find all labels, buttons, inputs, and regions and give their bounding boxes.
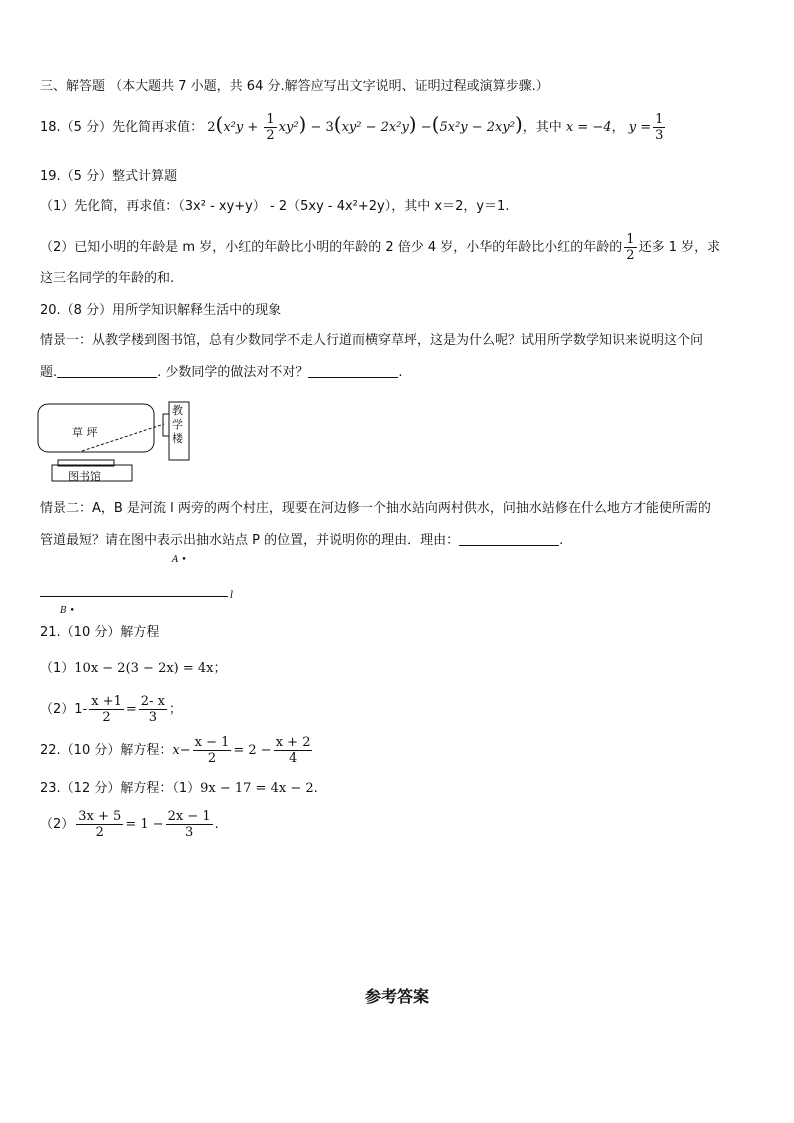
- q18-last: 5x²y − 2xy²: [439, 120, 515, 135]
- q19-part1: （1）先化简，再求值：（3x² - xy+y） - 2（5xy - 4x²+2y），其中 x＝2，y＝1.: [40, 199, 510, 214]
- q23-part2: （2） $\frac{3x + 5}{2}$ = 1 − $\frac{2x - 1}{3}$ .: [40, 809, 219, 840]
- q18-term1: x²y +: [223, 120, 263, 135]
- q18-minus: −: [420, 120, 432, 135]
- q18-half: $\frac{1}{2}$: [266, 112, 275, 143]
- q18-paren-close: ): [298, 112, 307, 136]
- q18-minus3: − 3: [310, 120, 334, 135]
- lawn-label: 草 坪: [72, 426, 98, 439]
- q21-part1: （1）10x − 2(3 − 2x) = 4x；: [40, 661, 227, 676]
- q18-xval: x = −4: [565, 120, 612, 135]
- section-heading: 三、解答题 （本大题共 7 小题，共 64 分.解答应写出文字说明、证明过程或演算步骤.）: [40, 79, 549, 94]
- answer-blank-1[interactable]: [57, 377, 157, 378]
- q22-frac1: $\frac{x - 1}{2}$: [194, 735, 230, 766]
- question-18: 18.（5 分）先化简再求值： 2(x²y + $\frac{1}{2}$ xy²) − 3(xy² − 2x²y) −(5x²y − 2xy²)，其中 x = −4， y = $\frac{1}{3}$: [40, 112, 664, 143]
- building-label: 教学楼: [172, 404, 183, 445]
- q19-part2-cont: 这三名同学的年龄的和.: [40, 271, 175, 286]
- q20-scene2-cont: 管道最短？请在图中表示出抽水站点 P 的位置，并说明你的理由．理由： .: [40, 533, 564, 548]
- q21-part2: （2）1- $\frac{x +1}{2}$ = $\frac{2- x}{3}$ ；: [40, 694, 182, 725]
- question-22: 22.（10 分）解方程：x− $\frac{x - 1}{2}$ = 2 − $\frac{x + 2}{4}$: [40, 735, 311, 766]
- q18-where: ，其中: [522, 120, 562, 135]
- question-23: 23.（12 分）解方程：（1）9x − 17 = 4x − 2.: [40, 781, 318, 796]
- question-19-label: 19.（5 分）整式计算题: [40, 169, 178, 184]
- answer-blank-3[interactable]: [459, 545, 559, 546]
- village-b-point: B •: [60, 606, 75, 616]
- q19-part2: （2）已知小明的年龄是 m 岁，小红的年龄比小明的年龄的 2 倍少 4 岁，小华的年龄比小红的年龄的 $\frac{1}{2}$ 还多 1 岁，求: [40, 232, 721, 263]
- q19-half: $\frac{1}{2}$: [626, 232, 635, 263]
- library-label: 图书馆: [68, 470, 101, 483]
- q18-term2: xy²: [278, 120, 299, 135]
- q23-frac1: $\frac{3x + 5}{2}$: [78, 809, 122, 840]
- q18-label: 18.（5 分）先化简再求值：: [40, 120, 204, 135]
- q23-frac2: $\frac{2x - 1}{3}$: [167, 809, 211, 840]
- q18-yfrac: $\frac{1}{3}$: [655, 112, 664, 143]
- q18-yeq: y =: [628, 120, 652, 135]
- q18-mid: xy² − 2x²y: [341, 120, 409, 135]
- q18-paren-open: (: [215, 112, 224, 136]
- q18-coef: 2: [207, 120, 216, 135]
- q21-frac1: $\frac{x +1}{2}$: [91, 694, 122, 725]
- q20-scene1-cont: 题. . 少数同学的做法对不对？ .: [40, 365, 403, 380]
- question-20-label: 20.（8 分）用所学知识解释生活中的现象: [40, 303, 282, 318]
- river-label: l: [230, 590, 234, 601]
- q20-scene1: 情景一：从教学楼到图书馆，总有少数同学不走人行道而横穿草坪，这是为什么呢？试用所学数学知识来说明这个问: [40, 333, 704, 348]
- q22-frac2: $\frac{x + 2}{4}$: [275, 735, 311, 766]
- building-door: [163, 414, 169, 436]
- answer-blank-2[interactable]: [308, 377, 398, 378]
- answer-title: 参考答案: [364, 987, 429, 1006]
- question-21-label: 21.（10 分）解方程: [40, 625, 160, 640]
- q20-scene2: 情景二：A，B 是河流 l 两旁的两个村庄，现要在河边修一个抽水站向两村供水，问抽水站修在什么地方才能使所需的: [40, 501, 711, 516]
- village-a-point: A •: [172, 555, 187, 565]
- q21-frac2: $\frac{2- x}{3}$: [140, 694, 165, 725]
- river-line: [40, 596, 228, 597]
